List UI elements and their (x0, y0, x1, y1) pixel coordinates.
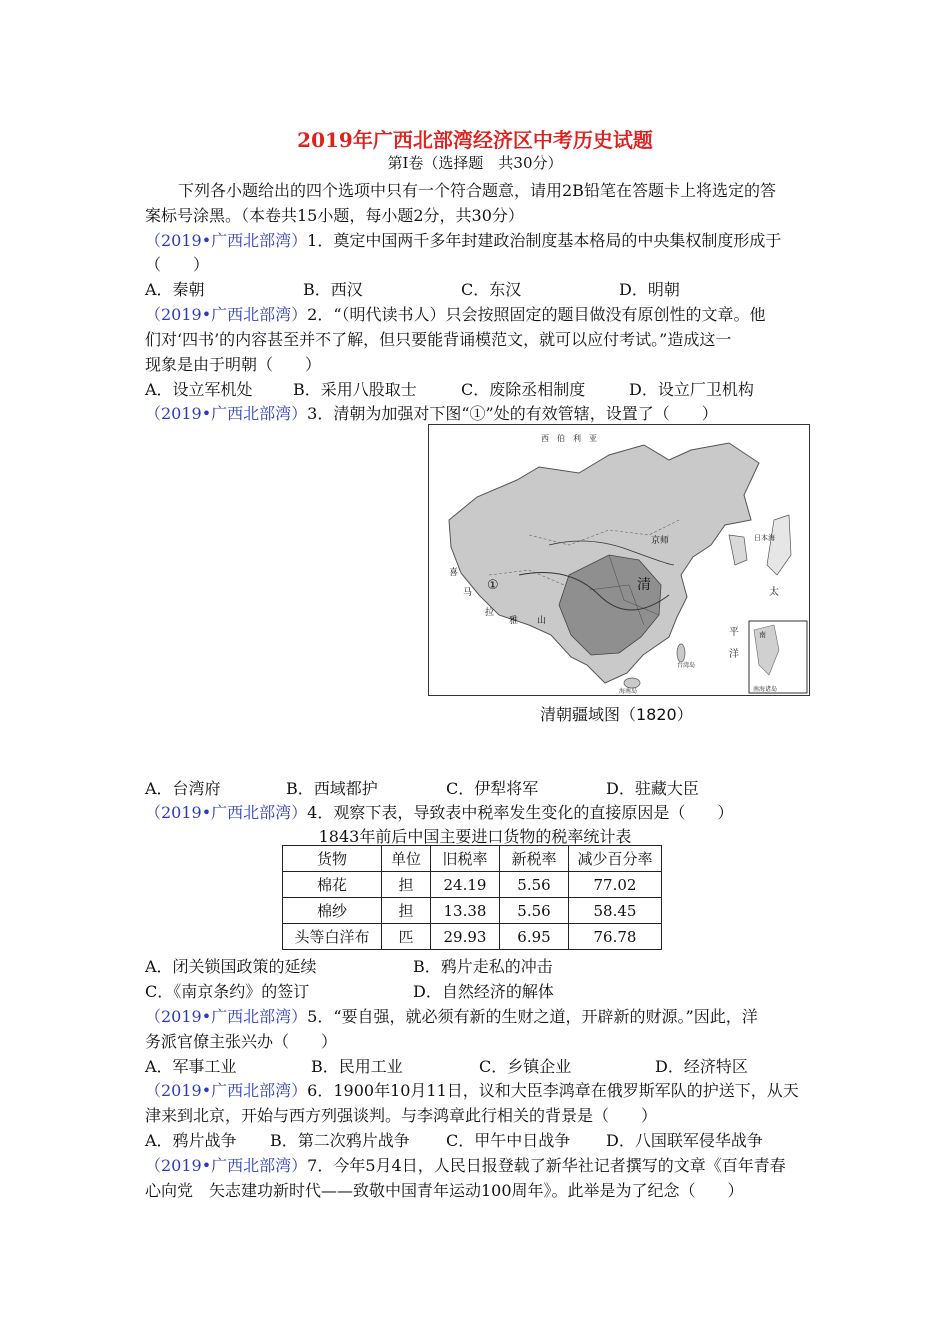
q6-option-d[interactable]: D．八国联军侵华战争 (606, 1131, 763, 1150)
q1-option-c[interactable]: C．东汉 (461, 280, 522, 299)
tax-rate-table (282, 845, 662, 950)
table-cell: 76.78 (569, 924, 662, 950)
table-cell: 77.02 (569, 872, 662, 898)
qing-territory-map (428, 424, 810, 696)
table-cell: 58.45 (569, 898, 662, 924)
table-header-cell: 单位 (382, 846, 431, 872)
q4-option-d[interactable]: D．自然经济的解体 (413, 982, 554, 1001)
table-header-cell: 减少百分率 (569, 846, 662, 872)
question-7-line-2: 心向党 矢志建功新时代——致敬中国青年运动100周年》。此举是为了纪念（ ） (145, 1181, 744, 1200)
map-marker-1: ① (487, 578, 499, 593)
map-label-hainan: 海南岛 (619, 688, 638, 695)
table-row (283, 924, 662, 950)
map-label-himalaya-1: 喜 (449, 568, 459, 578)
map-label-himalaya-3: 拉 (485, 608, 495, 618)
question-1-stem: 1．奠定中国两千多年封建政治制度基本格局的中央集权制度形成于 (307, 231, 782, 250)
page-title: 2019年广西北部湾经济区中考历史试题 (297, 128, 653, 152)
table-header-row (283, 846, 662, 872)
source-tag: （2019•广西北部湾） (145, 404, 308, 423)
map-label-himalaya-4: 雅 (509, 616, 519, 626)
map-label-south: 南 (759, 631, 766, 639)
q2-option-a[interactable]: A．设立军机处 (145, 380, 253, 399)
q5-option-b[interactable]: B．民用工业 (311, 1057, 403, 1076)
table-title: 1843年前后中国主要进口货物的税率统计表 (318, 827, 632, 846)
map-label-himalaya-2: 马 (463, 588, 473, 598)
question-4-line-1 (145, 800, 733, 823)
map-label-qing: 清 (637, 577, 651, 593)
source-tag: （2019•广西北部湾） (145, 305, 308, 324)
q1-option-d[interactable]: D．明朝 (619, 280, 680, 299)
question-3-line-1 (145, 401, 718, 424)
question-7-line-1 (145, 1153, 786, 1176)
question-1-line-2: （ ） (145, 255, 210, 274)
q1-option-a[interactable]: A．秦朝 (145, 280, 205, 299)
question-7-stem: 7．今年5月4日，人民日报登载了新华社记者撰写的文章《百年青春 (307, 1156, 786, 1175)
map-label-taiwan: 台湾岛 (677, 662, 696, 669)
q2-option-b[interactable]: B．采用八股取士 (293, 380, 417, 399)
q4-option-c[interactable]: C．《南京条约》的签订 (145, 982, 310, 1001)
q6-option-c[interactable]: C．甲午中日战争 (446, 1131, 571, 1150)
table-cell: 5.56 (500, 898, 569, 924)
source-tag: （2019•广西北部湾） (145, 231, 308, 250)
table-row (283, 872, 662, 898)
table-cell: 头等白洋布 (283, 924, 382, 950)
question-5-stem: 5．“要自强，就必须有新的生财之道，开辟新的财源。”因此，洋 (307, 1007, 758, 1026)
question-2-line-3: 现象是由于明朝（ ） (145, 355, 322, 374)
table-row (283, 898, 662, 924)
table-cell: 担 (382, 872, 431, 898)
map-label-pacific-1: 太 (769, 587, 779, 598)
q5-option-c[interactable]: C．乡镇企业 (479, 1057, 572, 1076)
map-label-jingshi: 京师 (651, 536, 670, 546)
table-cell: 5.56 (500, 872, 569, 898)
question-6-line-2: 津来到北京，开始与西方列强谈判。与李鸿章此行相关的背景是（ ） (145, 1106, 658, 1125)
question-6-stem: 6．1900年10月11日，议和大臣李鸿章在俄罗斯军队的护送下，从天 (307, 1081, 799, 1100)
question-6-line-1 (145, 1078, 799, 1101)
intro-line-2: 案标号涂黑。（本卷共15小题，每小题2分，共30分） (145, 206, 524, 225)
q4-option-a[interactable]: A．闭关锁国政策的延续 (145, 957, 317, 976)
map-label-pacific-2: 平 (729, 627, 739, 638)
question-2-line-1 (145, 302, 766, 325)
q5-option-a[interactable]: A．军事工业 (145, 1057, 237, 1076)
q3-option-b[interactable]: B．西域都护 (286, 779, 378, 798)
question-2-line-2: 们对‘四书’的内容甚至并不了解，但只要能背诵模范文，就可以应付考试。”造成这一 (145, 330, 732, 349)
section-subtitle: 第Ⅰ卷（选择题 共30分） (387, 154, 563, 172)
q6-option-b[interactable]: B．第二次鸦片战争 (270, 1131, 410, 1150)
table-cell: 29.93 (431, 924, 500, 950)
table-cell: 24.19 (431, 872, 500, 898)
table-cell: 13.38 (431, 898, 500, 924)
question-4-stem: 4．观察下表，导致表中税率发生变化的直接原因是（ ） (307, 803, 734, 822)
table-header-cell: 货物 (283, 846, 382, 872)
source-tag: （2019•广西北部湾） (145, 1156, 308, 1175)
source-tag: （2019•广西北部湾） (145, 803, 308, 822)
q1-option-b[interactable]: B．西汉 (303, 280, 363, 299)
q6-option-a[interactable]: A．鸦片战争 (145, 1131, 237, 1150)
map-caption: 清朝疆域图（1820） (540, 705, 693, 724)
intro-line-1: 下列各小题给出的四个选项中只有一个符合题意，请用2B铅笔在答题卡上将选定的答 (178, 181, 776, 200)
map-label-himalaya-5: 山 (537, 616, 547, 626)
table-cell: 棉纱 (283, 898, 382, 924)
question-5-line-1 (145, 1004, 758, 1027)
source-tag: （2019•广西北部湾） (145, 1007, 308, 1026)
question-5-line-2: 务派官僚主张兴办（ ） (145, 1032, 338, 1051)
map-label-siberia: 西 伯 利 亚 (541, 434, 597, 443)
q3-option-d[interactable]: D．驻藏大臣 (606, 779, 699, 798)
q2-option-c[interactable]: C．废除丞相制度 (461, 380, 586, 399)
q3-option-a[interactable]: A．台湾府 (145, 779, 221, 798)
table-cell: 棉花 (283, 872, 382, 898)
map-label-nanhai-islands: 南海诸岛 (753, 686, 778, 693)
question-1-line-1 (145, 228, 781, 251)
map-label-japan-sea: 日本海 (754, 534, 775, 542)
table-cell: 6.95 (500, 924, 569, 950)
q4-option-b[interactable]: B．鸦片走私的冲击 (413, 957, 553, 976)
table-header-cell: 旧税率 (431, 846, 500, 872)
q2-option-d[interactable]: D．设立厂卫机构 (629, 380, 754, 399)
table-header-cell: 新税率 (500, 846, 569, 872)
table-cell: 担 (382, 898, 431, 924)
source-tag: （2019•广西北部湾） (145, 1081, 308, 1100)
map-label-pacific-3: 洋 (729, 649, 739, 660)
question-2-stem: 2．“（明代读书人）只会按照固定的题目做没有原创性的文章。他 (307, 305, 766, 324)
q3-option-c[interactable]: C．伊犁将军 (446, 779, 539, 798)
table-cell: 匹 (382, 924, 431, 950)
q5-option-d[interactable]: D．经济特区 (655, 1057, 748, 1076)
question-3-stem: 3．清朝为加强对下图“①”处的有效管辖，设置了（ ） (307, 404, 718, 423)
